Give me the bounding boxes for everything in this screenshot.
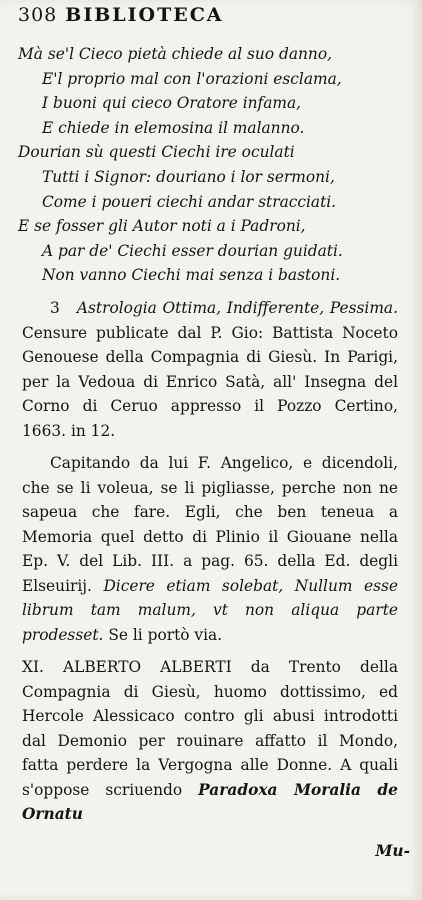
entry-details: Censure publicate dal P. Gio: Battista Noceto Genouese della Compagnia di Giesù. In Parigi, per la Vedoua di Enrico Satà, all' Insegna del Corno di Ceruo appresso il Pozzo Certino, 1663. in 12. — [22, 299, 403, 440]
running-title: BIBLIOTECA — [65, 4, 224, 26]
anecdote-text: Capitando da lui F. Angelico, e dicendoli, che se li voleua, se li pigliasse, perche non ne sapeua che fare. Egli, che ben teneua a Memoria quel detto di Plinio il Giouane nella Ep. V. del Lib. III. a pag. 65. della Ed. degli Elseuirij. — [22, 454, 403, 595]
running-header — [18, 4, 408, 26]
page-number: 308 — [18, 4, 58, 26]
poem-line: Mà se'l Cieco pietà chiede al suo danno, — [18, 45, 332, 63]
poem-line: E se fosser gli Autor noti a i Padroni, — [18, 217, 306, 236]
anecdote-paragraph — [22, 451, 403, 647]
prose-body — [22, 296, 404, 827]
poem-line: E chiede in elemosina il malanno. — [42, 118, 305, 137]
poem-stanza — [18, 42, 412, 288]
latin-quote: Dicere etiam solebat, Nullum esse librum tam malum, vt non aliqua parte prodesset. — [22, 576, 403, 644]
catchword: Mu- — [375, 842, 410, 860]
poem-line: Dourian sù questi Ciechi ire oculati — [18, 143, 295, 162]
entry-xi — [22, 655, 404, 827]
anecdote-ending: Se li portò via. — [103, 625, 223, 644]
poem-line: Come i poueri ciechi andar stracciati. — [42, 192, 337, 211]
entry-number: 3 — [50, 299, 60, 317]
entry-3 — [22, 296, 403, 443]
entry-xi-text: XI. ALBERTO ALBERTI da Trento della Compagnia di Giesù, huomo dottissimo, ed Hercole Alessicaco contro gli abusi introdotti dal Demonio per rouinare affatto il Mondo, fatta perdere la Vergogna alle Donne. A quali s'oppose scriuendo — [22, 658, 403, 799]
book-title: Astrologia Ottima, Indifferente, Pessima. — [76, 299, 398, 317]
work-title: Paradoxa Moralia de Ornatu — [22, 780, 404, 823]
poem-line: Tutti i Signor: douriano i lor sermoni, — [42, 167, 335, 186]
poem-line: I buoni qui cieco Oratore infama, — [42, 94, 302, 113]
poem-line: A par de' Ciechi esser dourian guidati. — [42, 241, 343, 260]
poem-line: E'l proprio mal con l'orazioni esclama, — [42, 69, 342, 88]
poem-line: Non vanno Ciechi mai senza i bastoni. — [42, 266, 341, 285]
